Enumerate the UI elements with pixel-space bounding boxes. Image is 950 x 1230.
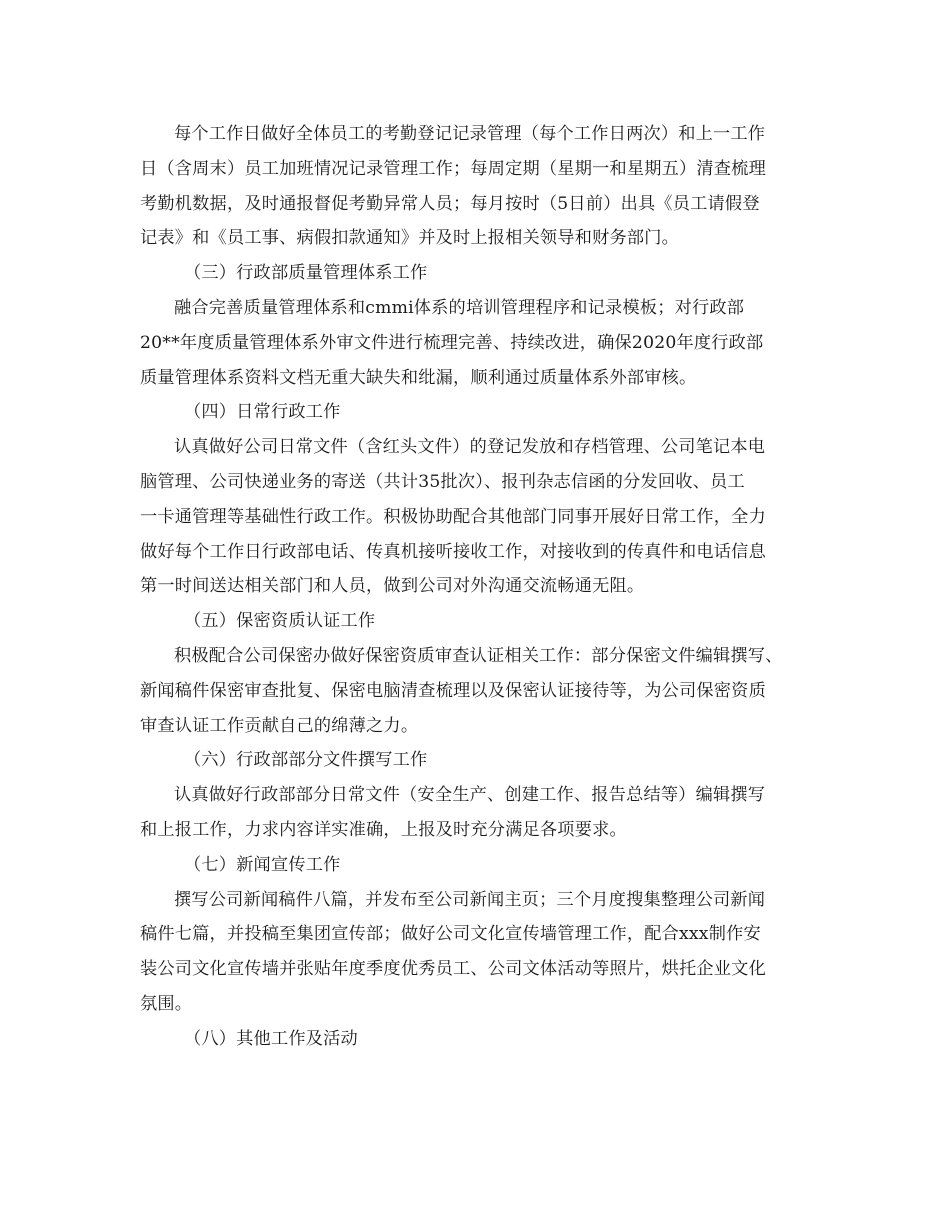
section-heading: （四）日常行政工作 — [184, 402, 341, 423]
text-line: 审查认证工作贡献自己的绵薄之力。 — [140, 715, 419, 736]
text-line: 认真做好公司日常文件（含红头文件）的登记发放和存档管理、公司笔记本电 — [174, 437, 766, 458]
text-line: 一卡通管理等基础性行政工作。积极协助配合其他部门同事开展好日常工作，全力 — [140, 506, 766, 527]
section-heading: （七）新闻宣传工作 — [184, 854, 341, 875]
text-line: 日（含周末）员工加班情况记录管理工作；每周定期（星期一和星期五）清查梳理 — [140, 158, 766, 179]
text-line: 新闻稿件保密审查批复、保密电脑清查梳理以及保密认证接待等，为公司保密资质 — [140, 680, 766, 701]
text-line: 装公司文化宣传墙并张贴年度季度优秀员工、公司文体活动等照片，烘托企业文化 — [140, 959, 766, 980]
document-body — [140, 117, 830, 1057]
section-heading: （八）其他工作及活动 — [184, 1028, 358, 1049]
text-line: 做好每个工作日行政部电话、传真机接听接收工作，对接收到的传真件和电话信息 — [140, 541, 766, 562]
section-heading: （六）行政部部分文件撰写工作 — [184, 750, 428, 771]
text-line: 氛围。 — [140, 993, 193, 1014]
text-line: 稿件七篇，并投稿至集团宣传部；做好公司文化宣传墙管理工作，配合xxx制作安 — [140, 924, 761, 945]
text-line: 撰写公司新闻稿件八篇，并发布至公司新闻主页；三个月度搜集整理公司新闻 — [174, 889, 766, 910]
section-heading: （三）行政部质量管理体系工作 — [184, 263, 428, 284]
text-line: 考勤机数据，及时通报督促考勤异常人员；每月按时（5日前）出具《员工请假登 — [140, 193, 760, 214]
section-heading: （五）保密资质认证工作 — [184, 611, 376, 632]
text-line: 第一时间送达相关部门和人员，做到公司对外沟通交流畅通无阻。 — [140, 576, 645, 597]
text-line: 质量管理体系资料文档无重大缺失和纰漏，顺利通过质量体系外部审核。 — [140, 367, 697, 388]
text-line: 积极配合公司保密办做好保密资质审查认证相关工作：部分保密文件编辑撰写、 — [174, 645, 783, 666]
text-line: 记表》和《员工事、病假扣款通知》并及时上报相关领导和财务部门。 — [140, 228, 680, 249]
text-line: 认真做好行政部部分日常文件（安全生产、创建工作、报告总结等）编辑撰写 — [174, 785, 766, 806]
text-line: 和上报工作，力求内容详实准确，上报及时充分满足各项要求。 — [140, 819, 627, 840]
text-line: 20**年度质量管理体系外审文件进行梳理完善、持续改进，确保2020年度行政部 — [140, 332, 764, 353]
text-line: 融合完善质量管理体系和cmmi体系的培训管理程序和记录模板；对行政部 — [174, 297, 745, 318]
text-line: 脑管理、公司快递业务的寄送（共计35批次）、报刊杂志信函的分发回收、员工 — [140, 471, 745, 492]
text-line: 每个工作日做好全体员工的考勤登记记录管理（每个工作日两次）和上一工作 — [174, 124, 766, 144]
